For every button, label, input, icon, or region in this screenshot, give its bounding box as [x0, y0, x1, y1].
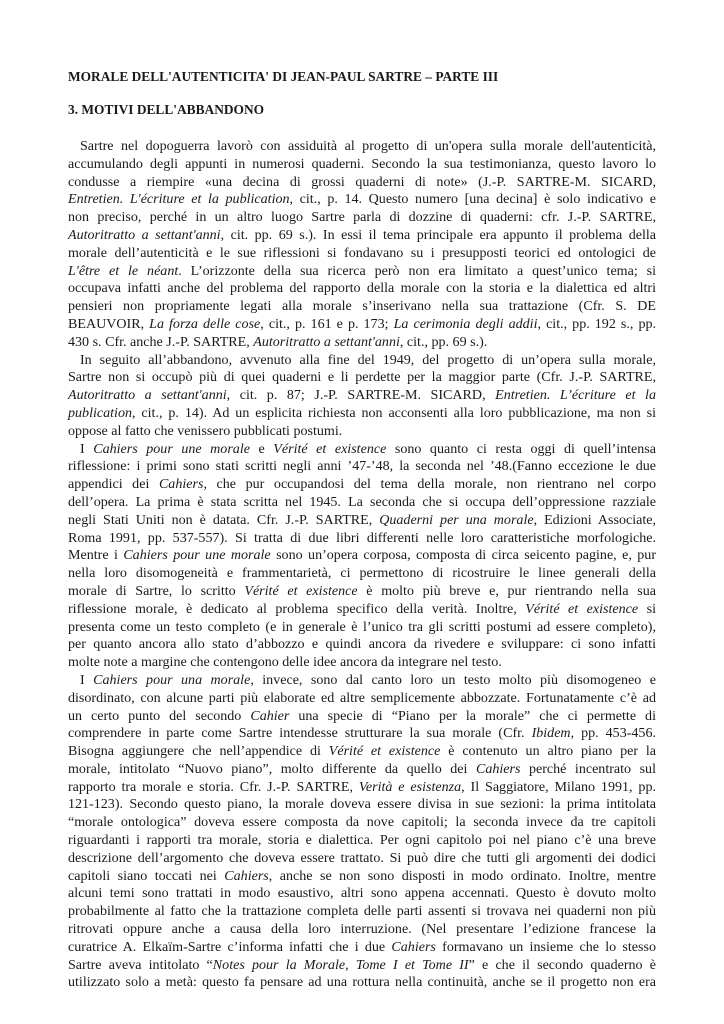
text-segment: utilizzato solo a metà: questo fa pensare ad una rottura nella continuità, anche se il progetto non era: [68, 974, 656, 991]
text-segment: morale dell’autenticità e le sue riflessioni si fondavano su i presupposti teorici ed ontologici de: [68, 244, 656, 261]
text-line: [68, 263, 656, 281]
text-segment: si: [638, 600, 656, 617]
italic-text: Verità e esistenza: [358, 778, 462, 795]
text-segment: una specie di “Piano per la morale” che ci permette di: [289, 707, 656, 724]
text-line: [68, 138, 656, 156]
text-line: [68, 565, 656, 583]
text-segment: BEAUVOIR,: [68, 315, 150, 332]
text-segment: un certo punto del secondo: [68, 707, 251, 724]
text-line: [68, 352, 656, 370]
text-segment: , cit., p. 161 e p. 173;: [260, 315, 394, 332]
text-segment: capitoli siano toccati nei: [68, 867, 225, 884]
italic-text: Autoritratto a settant'anni: [253, 333, 400, 350]
text-segment: I: [80, 671, 94, 688]
text-line: [68, 458, 656, 476]
text-line: [68, 387, 656, 405]
italic-text: Entretien. L'écriture et la publication: [68, 191, 290, 208]
text-line: [68, 191, 656, 209]
text-segment: condusse a riempire «una decina di grossi quaderni di note» (J.-P. SARTRE-M. SICARD,: [68, 173, 656, 190]
text-line: [68, 921, 656, 939]
text-segment: oppose al fatto che venissero pubblicati postumi.: [68, 422, 343, 439]
text-line: [68, 298, 656, 316]
text-line: [68, 814, 656, 832]
text-segment: perché incentrato sul: [520, 760, 656, 777]
text-segment: , cit., p. 14. Questo numero [una decina] è solo indicativo e: [289, 191, 656, 208]
text-line: [68, 334, 656, 352]
italic-text: Cahiers pour una morale: [93, 671, 251, 688]
text-segment: , cit., pp. 192 s., pp.: [537, 315, 657, 332]
italic-text: Cahiers: [224, 867, 269, 884]
text-line: [68, 725, 656, 743]
text-line: [68, 583, 656, 601]
text-line: [68, 494, 656, 512]
italic-text: La cerimonia degli addii: [393, 315, 538, 332]
text-line: [68, 957, 656, 975]
italic-text: Vérité et existence: [328, 743, 441, 760]
text-line: [68, 245, 656, 263]
text-line: [68, 369, 656, 387]
section-heading: 3. MOTIVI DELL'ABBANDONO: [68, 102, 265, 117]
text-segment: occupava infatti anche del problema del rapporto della morale con la storia e la dialettica ed altri: [68, 280, 656, 297]
italic-text: Cahiers pour une morale: [93, 440, 250, 457]
text-line: [68, 441, 656, 459]
text-line: [68, 761, 656, 779]
italic-text: Cahiers: [475, 760, 521, 777]
text-segment: sono quanto ci resta oggi di quell’intensa: [386, 440, 656, 457]
italic-text: Cahier: [250, 707, 290, 724]
text-line: [68, 832, 656, 850]
text-segment: accumulando degli appunti in numerosi quaderni. Secondo la sua testimonianza, questo lavoro lo: [68, 155, 656, 172]
text-segment: morale, intitolato “Nuovo piano”, molto differente da quello dei: [68, 760, 476, 777]
text-segment: rapporto tra morale e storia. Cfr. J.-P. SARTRE,: [68, 778, 359, 795]
text-segment: dell’opera. La prima è stata scritta nel 1945. La seconda che si occupa dell’oppressione razziale: [68, 493, 656, 510]
text-line: [68, 672, 656, 690]
text-segment: , che pur occupandosi del tema della morale, non rientrano nel corpo: [203, 476, 656, 493]
text-segment: , Edizioni Associate,: [533, 511, 656, 528]
text-segment: . L’orizzonte della sua ricerca però non era limitato a quest’unico tema; si: [178, 262, 656, 279]
text-segment: 430 s. Cfr. anche J.-P. SARTRE,: [68, 333, 254, 350]
text-segment: descrizione dell’argomento che doveva essere trattato. Si può dire che tutti gli argomenti dei dodici: [68, 849, 656, 866]
text-line: [68, 601, 656, 619]
text-segment: è molto più breve e, pur rientrando nella sua: [357, 582, 657, 599]
italic-text: Cahiers: [391, 938, 436, 955]
text-segment: probabilmente al fatto che la trattazione completa delle parti assenti si trovava nei quaderni non più: [68, 903, 656, 920]
text-segment: disordinato, con alcune parti più elaborate ed altre semplicemente abbozzate. Fortunatamente c’è ad: [68, 689, 656, 706]
text-line: [68, 547, 656, 565]
document-title: MORALE DELL'AUTENTICITA' DI JEAN-PAUL SARTRE – PARTE III: [68, 69, 499, 84]
text-line: [68, 796, 656, 814]
text-segment: I: [80, 440, 94, 457]
text-line: [68, 868, 656, 886]
text-segment: alcuni temi sono trattati in modo esaustivo, altri sono appena accennati. Questo è dovuto molto: [68, 885, 656, 902]
italic-text: Autoritratto a settant'anni: [68, 226, 221, 243]
text-segment: pensieri non propriamente legati alla morale s’inserivano nella sua trattazione (Cfr. S. DE: [68, 298, 656, 315]
text-segment: presenta come un testo completo (e in generale è l’unico tra gli scritti postumi ad essere completo),: [68, 618, 656, 635]
italic-text: La forza delle cose: [149, 315, 261, 332]
text-segment: formavano un insieme che lo stesso: [435, 938, 656, 955]
text-line: [68, 530, 656, 548]
text-segment: comprendere in parte come Sartre intendesse strutturare la sua morale (Cfr.: [68, 725, 532, 742]
text-segment: riflessione: i primi sono stati scritti negli anni ’47-’48, la seconda nel ’48.(Fanno eccezione le due: [68, 458, 656, 475]
italic-text: Autoritratto a settant'anni: [68, 387, 227, 404]
italic-text: Vérité et existence: [244, 582, 358, 599]
text-line: [68, 280, 656, 298]
text-line: [68, 779, 656, 797]
italic-text: Notes pour la Morale, Tome I et Tome II: [212, 956, 469, 973]
italic-text: Cahiers pour une morale: [123, 547, 271, 564]
text-segment: curatrice A. Elkaïm-Sartre c’informa infatti che i due: [68, 938, 392, 955]
text-line: [68, 974, 656, 992]
text-line: [68, 903, 656, 921]
body-text: [68, 138, 656, 992]
text-segment: , invece, sono dal canto loro un testo molto più disomogeneo e: [250, 671, 656, 688]
text-segment: Mentre i: [68, 547, 124, 564]
text-segment: Sartre non si occupò più di quei quaderni e li perdette per la maggior parte (Cfr. J.-P. SARTRE,: [68, 369, 656, 386]
text-line: [68, 512, 656, 530]
text-segment: non preciso, perché in un altro luogo Sartre parla di dozzine di quaderni: cfr. J.-P. SARTRE,: [68, 209, 656, 226]
text-line: [68, 636, 656, 654]
text-line: [68, 405, 656, 423]
italic-text: Vérité et existence: [525, 600, 639, 617]
text-line: [68, 850, 656, 868]
text-segment: 121-123). Secondo questo piano, la morale doveva essere divisa in sue sezioni: la prima intitolata: [68, 796, 656, 813]
text-segment: , pp. 453-456.: [570, 725, 656, 742]
text-line: [68, 476, 656, 494]
text-line: [68, 654, 656, 672]
text-line: [68, 885, 656, 903]
italic-text: Vérité et existence: [273, 440, 387, 457]
text-segment: riguardanti i rapporti tra morale, storia e dialettica. Per ogni capitolo poi nel piano c’è una breve: [68, 832, 656, 849]
text-segment: è contenuto un altro piano per la: [440, 743, 656, 760]
text-line: [68, 423, 656, 441]
text-segment: In seguito all’abbandono, avvenuto alla fine del 1949, del progetto di un’opera sulla morale,: [80, 351, 656, 368]
text-segment: negli Stati Uniti non è datata. Cfr. J.-P. SARTRE,: [68, 511, 380, 528]
text-line: [68, 708, 656, 726]
text-segment: molte note a margine che contengono delle idee ancora da integrare nel testo.: [68, 654, 502, 671]
text-segment: appendici dei: [68, 476, 159, 493]
text-line: [68, 156, 656, 174]
text-segment: per quanto ancora allo stato d’abbozzo e quindi ancora da rivedere e sviluppare: ci sono infatti: [68, 636, 656, 653]
italic-text: Entretien. L’écriture et la: [495, 387, 656, 404]
text-segment: e: [249, 440, 274, 457]
italic-text: Cahiers: [158, 476, 204, 493]
italic-text: Quaderni per una morale: [379, 511, 534, 528]
italic-text: L'être et le néant: [68, 262, 179, 279]
text-line: [68, 690, 656, 708]
text-line: [68, 209, 656, 227]
italic-text: Ibidem: [531, 725, 571, 742]
text-segment: , cit., pp. 69 s.).: [399, 333, 488, 350]
text-line: [68, 619, 656, 637]
text-line: [68, 174, 656, 192]
text-segment: ritrovati oppure anche a causa della loro interruzione. (Nel presentare l’edizione francese la: [68, 921, 656, 938]
text-line: [68, 316, 656, 334]
text-line: [68, 743, 656, 761]
text-segment: Sartre nel dopoguerra lavorò con assiduità al progetto di un'opera sulla morale dell'autenticità,: [80, 138, 656, 154]
text-segment: , Il Saggiatore, Milano 1991, pp.: [461, 778, 656, 795]
text-segment: sono un’opera corposa, composta di circa seicento pagine, e, pur: [270, 547, 656, 564]
text-segment: Bisogna aggiungere che nell’appendice di: [68, 743, 329, 760]
text-line: [68, 227, 656, 245]
text-segment: , anche se non sono disposti in modo ordinato. Inoltre, mentre: [268, 867, 657, 884]
text-segment: , cit., p. 14). Ad un esplicita richiesta non acconsenti alla loro pubblicazione, ma non si: [132, 404, 656, 421]
text-segment: “morale ontologica” doveva essere composta da nove capitoli; la seconda invece da tre capitoli: [68, 814, 656, 831]
text-segment: Sartre aveva intitolato “: [68, 956, 213, 973]
text-segment: Roma 1991, pp. 537-557). Si tratta di due libri differenti nelle loro caratteristiche morfologiche.: [68, 529, 656, 546]
text-segment: , cit. p. 87; J.-P. SARTRE-M. SICARD,: [226, 387, 496, 404]
text-segment: riflessione morale, è dedicato al problema specifico della verità. Inoltre,: [68, 600, 526, 617]
text-segment: nella loro disomogeneità e frammentarietà, ci permettono di ricostruire le linee generali della: [68, 565, 656, 582]
text-segment: , cit. pp. 69 s.). In essi il tema principale era appunto il problema della: [220, 226, 656, 243]
text-line: [68, 939, 656, 957]
italic-text: publication: [68, 404, 132, 421]
text-segment: ” e che il secondo quaderno è: [468, 956, 656, 973]
text-segment: morale di Sartre, lo scritto: [68, 582, 245, 599]
